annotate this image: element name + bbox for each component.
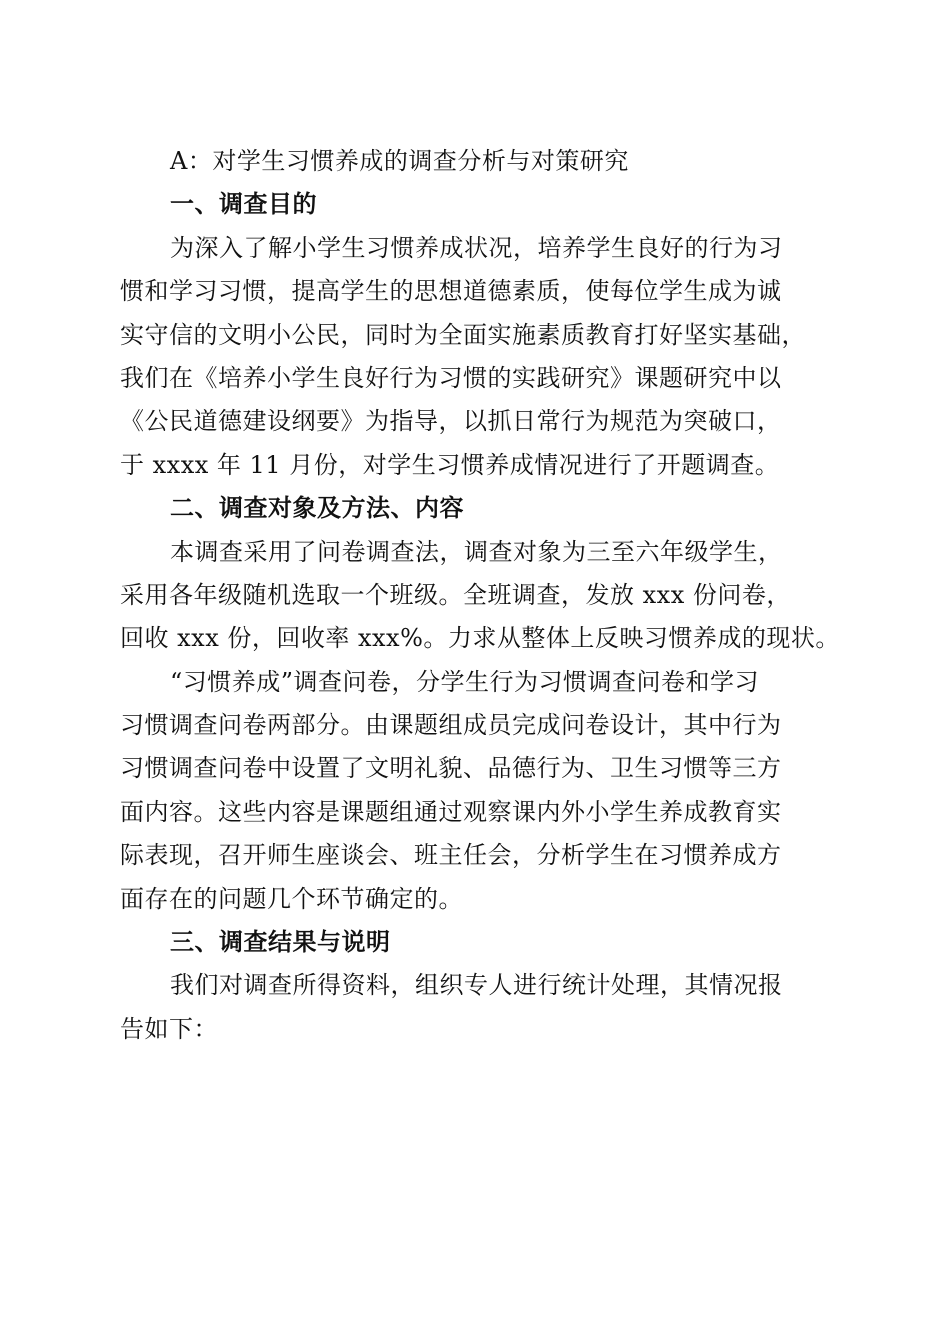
section1-line: 于 xxxx 年 11 月份，对学生习惯养成情况进行了开题调查。 (120, 450, 780, 479)
section1-heading: 一、调查目的 (170, 190, 317, 219)
section2-para2-line: “习惯养成”调查问卷，分学生行为习惯调查问卷和学习 (170, 667, 760, 696)
section2-para1-line: 本调查采用了问卷调查法，调查对象为三至六年级学生， (170, 537, 783, 566)
section2-para2-line: 际表现，召开师生座谈会、班主任会，分析学生在习惯养成方 (120, 841, 782, 870)
section2-para1-line: 回收 xxx 份，回收率 xxx%。力求从整体上反映习惯养成的现状。 (120, 624, 840, 653)
section1-line: 实守信的文明小公民，同时为全面实施素质教育打好坚实基础， (120, 320, 806, 349)
section3-line: 告如下： (120, 1014, 218, 1043)
section2-para2-line: 习惯调查问卷两部分。由课题组成员完成问卷设计，其中行为 (120, 711, 782, 740)
section2-para2-line: 面存在的问题几个环节确定的。 (120, 884, 463, 913)
section1-line: 《公民道德建设纲要》为指导，以抓日常行为规范为突破口， (120, 407, 782, 436)
section1-line: 我们在《培养小学生良好行为习惯的实践研究》课题研究中以 (120, 363, 782, 392)
section3-line: 我们对调查所得资料，组织专人进行统计处理，其情况报 (170, 971, 783, 1000)
section2-para1-line: 采用各年级随机选取一个班级。全班调查，发放 xxx 份问卷， (120, 580, 791, 609)
section3-heading: 三、调查结果与说明 (170, 928, 391, 957)
section1-line: 为深入了解小学生习惯养成状况，培养学生良好的行为习 (170, 233, 783, 262)
section2-para2-line: 面内容。这些内容是课题组通过观察课内外小学生养成教育实 (120, 797, 782, 826)
section2-para2-line: 习惯调查问卷中设置了文明礼貌、品德行为、卫生习惯等三方 (120, 754, 782, 783)
document-body (120, 140, 840, 1051)
document-title: A：对学生习惯养成的调查分析与对策研究 (170, 147, 629, 175)
section1-line: 惯和学习习惯，提高学生的思想道德素质，使每位学生成为诚 (120, 277, 782, 306)
section2-heading: 二、调查对象及方法、内容 (170, 494, 464, 523)
